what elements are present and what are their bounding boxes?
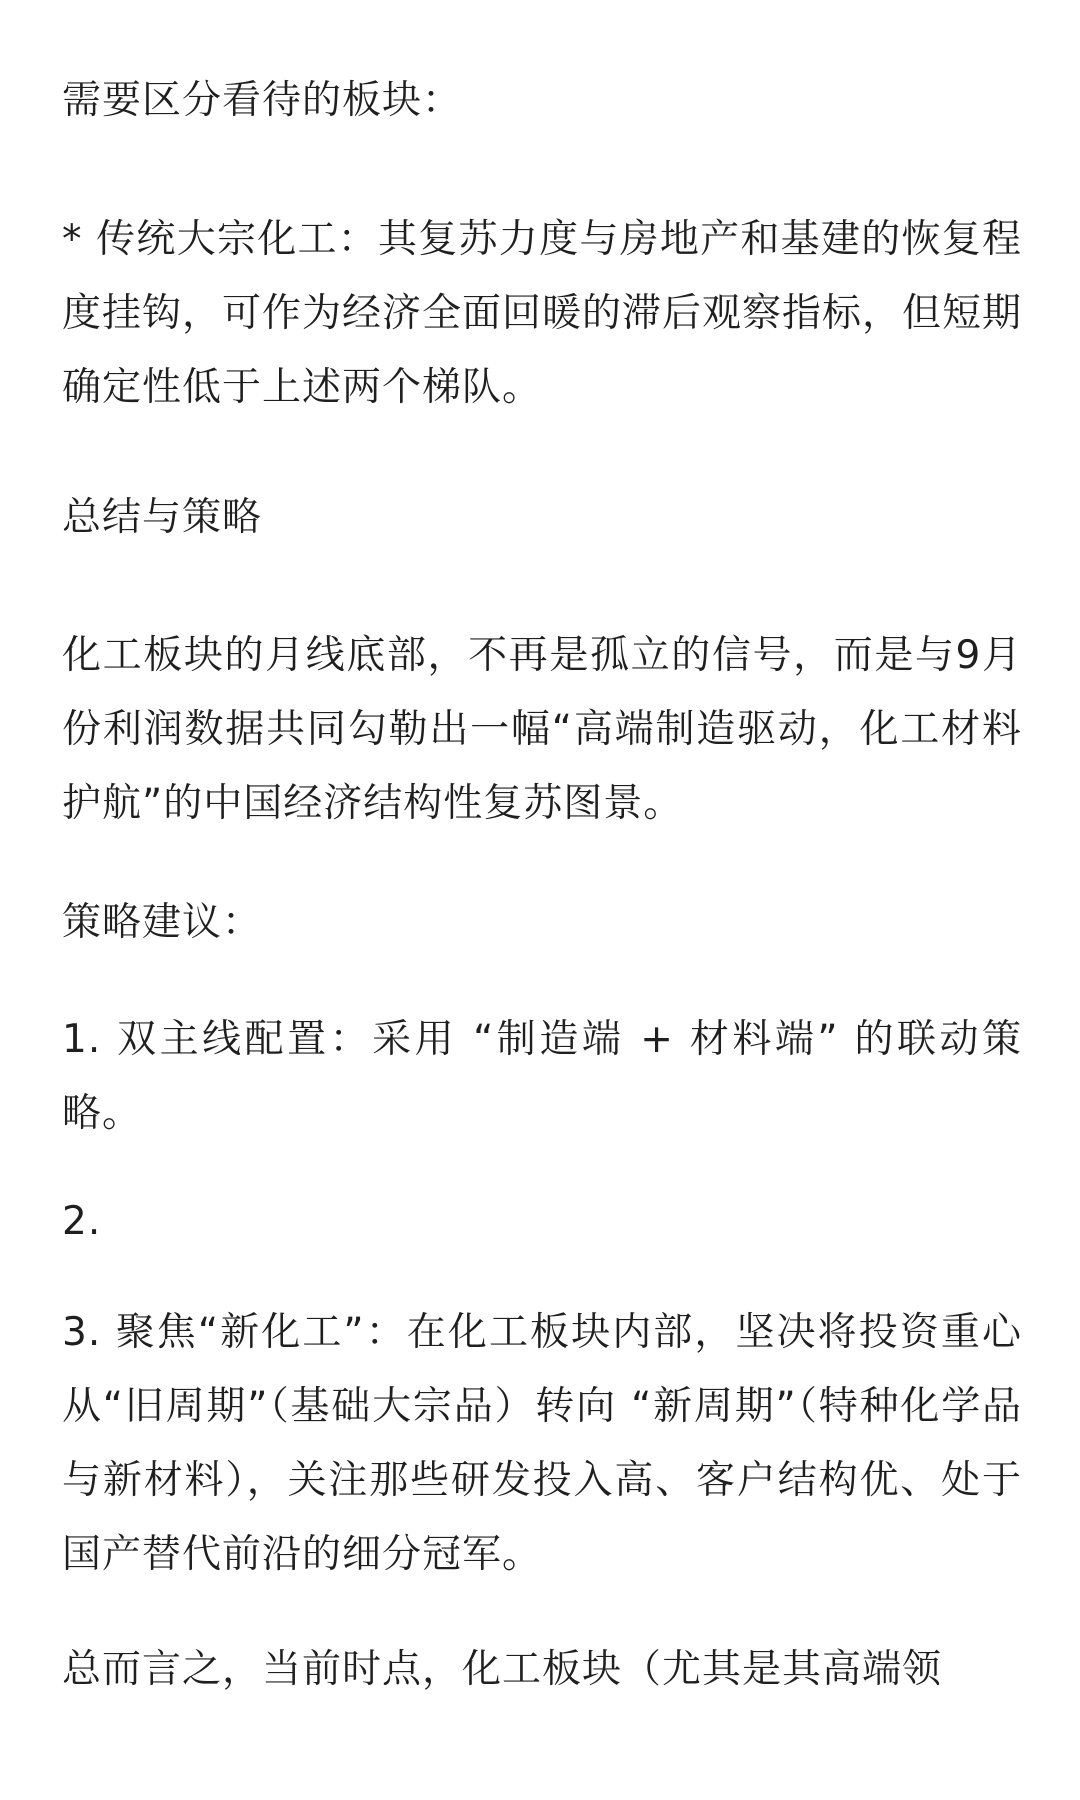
section-heading-sectors: 需要区分看待的板块： [62,78,463,123]
strategy-item-3: 3. 聚焦“新化工”：在化工板块内部，坚决将投资重心从“旧周期”（基础大宗品）转向 “新周期”（特种化学品与新材料），关注那些研发投入高、客户结构优、处于国产替代前沿的细分冠军。 [62,1310,1022,1577]
strategy-item-2: 2. [62,1199,102,1244]
conclusion-paragraph: 总而言之，当前时点，化工板块（尤其是其高端领 [62,1647,943,1692]
section-heading-summary: 总结与策略 [62,495,263,540]
bullet-traditional-chemicals: * 传统大宗化工：其复苏力度与房地产和基建的恢复程度挂钩，可作为经济全面回暖的滞后观察指标，但短期确定性低于上述两个梯队。 [62,217,1023,410]
strategy-item-1: 1. 双主线配置：采用 “制造端 + 材料端” 的联动策略。 [62,1017,1022,1136]
summary-paragraph: 化工板块的月线底部，不再是孤立的信号，而是与9月份利润数据共同勾勒出一幅“高端制造驱动，化工材料护航”的中国经济结构性复苏图景。 [62,633,1022,826]
section-heading-strategy: 策略建议： [62,900,263,945]
